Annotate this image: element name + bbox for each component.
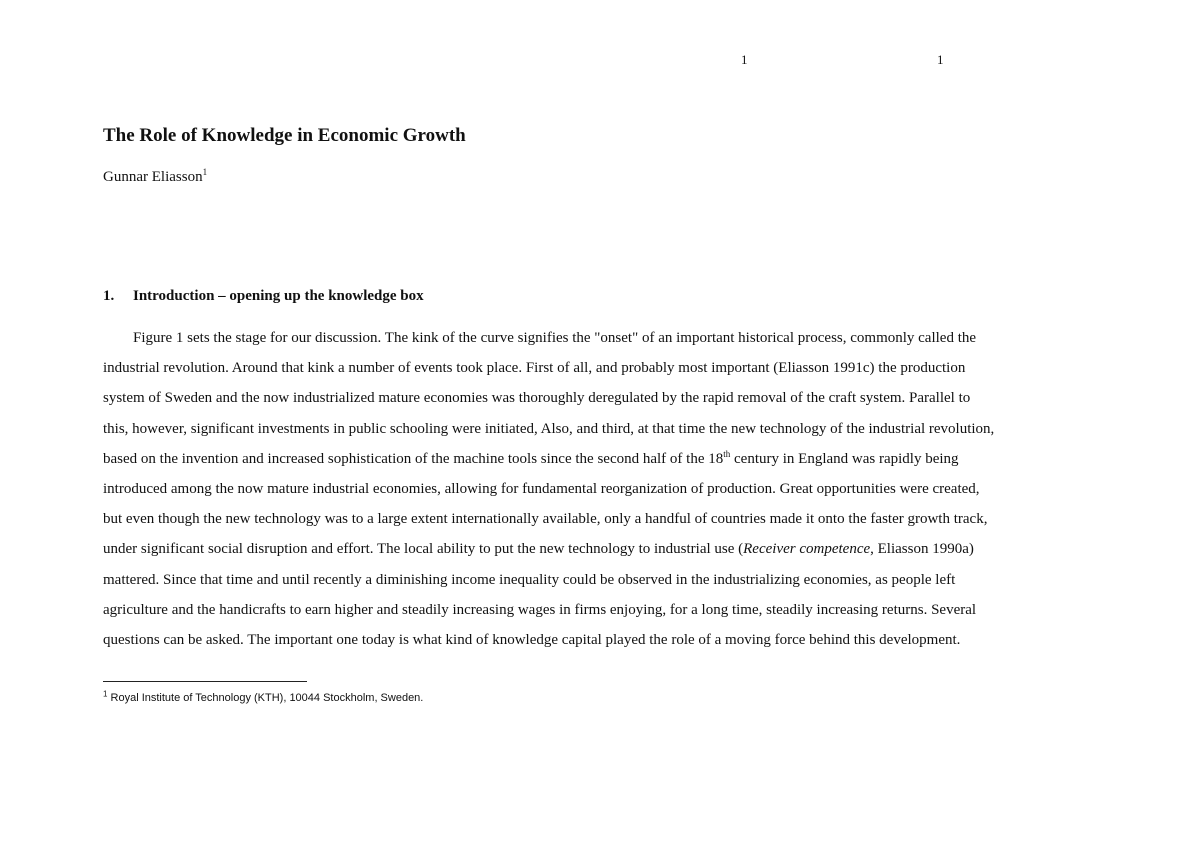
footnote-text: Royal Institute of Technology (KTH), 10044 Stockholm, Sweden. — [107, 692, 424, 704]
page-number-left: 1 — [741, 52, 748, 67]
paragraph-line: industrial revolution. Around that kink a number of events took place. First of all, and probably most important (Eliasson 1991c) the production — [103, 360, 966, 377]
footnote — [103, 690, 423, 706]
paragraph-line — [103, 444, 1123, 474]
section-title: Introduction – opening up the knowledge box — [133, 288, 424, 304]
section-heading — [103, 286, 424, 306]
author-name: Gunnar Eliasson — [103, 169, 203, 185]
paragraph-line: questions can be asked. The important one today is what kind of knowledge capital played the role of a moving force behind this development. — [103, 632, 961, 649]
page-number-right: 1 — [937, 52, 944, 67]
paper-title: The Role of Knowledge in Economic Growth — [103, 125, 466, 146]
paragraph-line: this, however, significant investments in public schooling were initiated, Also, and third, at that time the new technology of the industrial revolution, — [103, 420, 995, 437]
paragraph-line: system of Sweden and the now industrialized mature economies was thoroughly deregulated by the rapid removal of the craft system. Parallel to — [103, 390, 971, 407]
body-paragraph — [103, 323, 1123, 655]
paragraph-line — [103, 534, 1123, 564]
ordinal-superscript: th — [723, 448, 731, 459]
paragraph-text: under significant social disruption and effort. The local ability to put the new technology to industrial use ( — [103, 541, 744, 558]
author-line — [103, 167, 207, 187]
paragraph-line: introduced among the now mature industrial economies, allowing for fundamental reorganization of production. Great opportunities were created, — [103, 481, 980, 498]
footnote-divider — [103, 681, 307, 682]
italic-term: Receiver competence — [743, 541, 871, 558]
paragraph-text: based on the invention and increased sophistication of the machine tools since the second half of the 18 — [103, 450, 724, 467]
section-number: 1. — [103, 288, 115, 304]
footnote-mark: 1 — [103, 689, 108, 699]
paragraph-line: agriculture and the handicrafts to earn higher and steadily increasing wages in firms enjoying, for a long time, steadily increasing returns. Several — [103, 601, 977, 618]
paragraph-line: Figure 1 sets the stage for our discussion. The kink of the curve signifies the "onset" of an important historical process, commonly called the — [133, 330, 977, 346]
paragraph-text: century in England was rapidly being — [730, 450, 959, 467]
paragraph-text: , Eliasson 1990a) — [870, 541, 974, 558]
paragraph-line: mattered. Since that time and until recently a diminishing income inequality could be observed in the industrializing economies, as people left — [103, 571, 956, 588]
paragraph-line: but even though the new technology was to a large extent internationally available, only a handful of countries made it onto the faster growth track, — [103, 511, 988, 528]
author-footnote-mark: 1 — [202, 167, 208, 177]
